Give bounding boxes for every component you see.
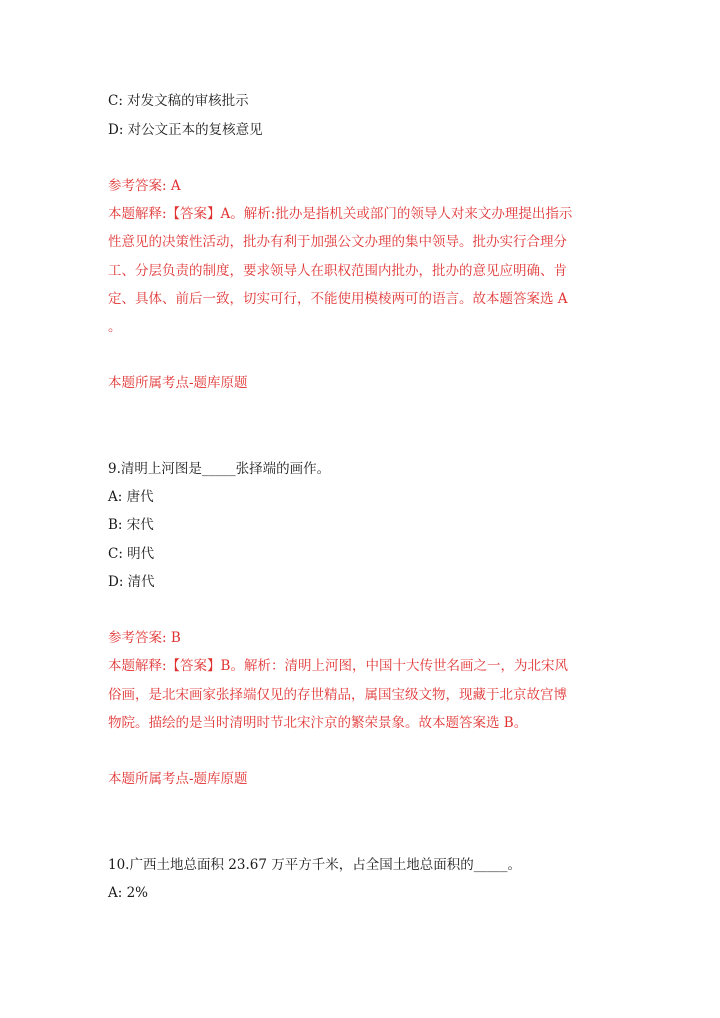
q9-option-b: B: 宋代 <box>108 517 154 533</box>
q9-option-c: C: 明代 <box>108 546 155 562</box>
q8-source: 本题所属考点-题库原题 <box>108 375 248 391</box>
q8-explanation-line-3: 工、分层负责的制度，要求领导人在职权范围内批办，批办的意见应明确、肯 <box>108 263 567 279</box>
q9-explanation-line-1: 本题解释:【答案】B。解析：清明上河图，中国十大传世名画之一，为北宋风 <box>108 658 568 674</box>
q9-source: 本题所属考点-题库原题 <box>108 771 248 787</box>
q9-option-d: D: 清代 <box>108 574 155 590</box>
q8-option-d: D: 对公文正本的复核意见 <box>108 122 263 138</box>
q8-explanation-line-2: 性意见的决策性活动，批办有利于加强公文办理的集中领导。批办实行合理分 <box>108 234 567 250</box>
q8-explanation-line-5: 。 <box>108 319 122 335</box>
q10-option-a: A: 2% <box>108 885 149 901</box>
q8-explanation-line-4: 定、具体、前后一致，切实可行，不能使用模棱两可的语言。故本题答案选 A <box>108 291 568 307</box>
q10-question: 10.广西土地总面积 23.67 万平方千米，占全国土地总面积的_____。 <box>108 857 521 873</box>
q9-answer: 参考答案: B <box>108 630 181 646</box>
q8-explanation-line-1: 本题解释:【答案】A。解析:批办是指机关或部门的领导人对来文办理提出指示 <box>108 206 573 222</box>
q9-question: 9.清明上河图是_____张择端的画作。 <box>108 461 331 477</box>
q9-option-a: A: 唐代 <box>108 489 154 505</box>
q9-explanation-line-2: 俗画，是北宋画家张择端仅见的存世精品，属国宝级文物，现藏于北京故宫博 <box>108 687 567 703</box>
q8-option-c: C: 对发文稿的审核批示 <box>108 93 249 109</box>
q9-explanation-line-3: 物院。描绘的是当时清明时节北宋汴京的繁荣景象。故本题答案选 B。 <box>108 715 528 731</box>
q8-answer: 参考答案: A <box>108 178 181 194</box>
